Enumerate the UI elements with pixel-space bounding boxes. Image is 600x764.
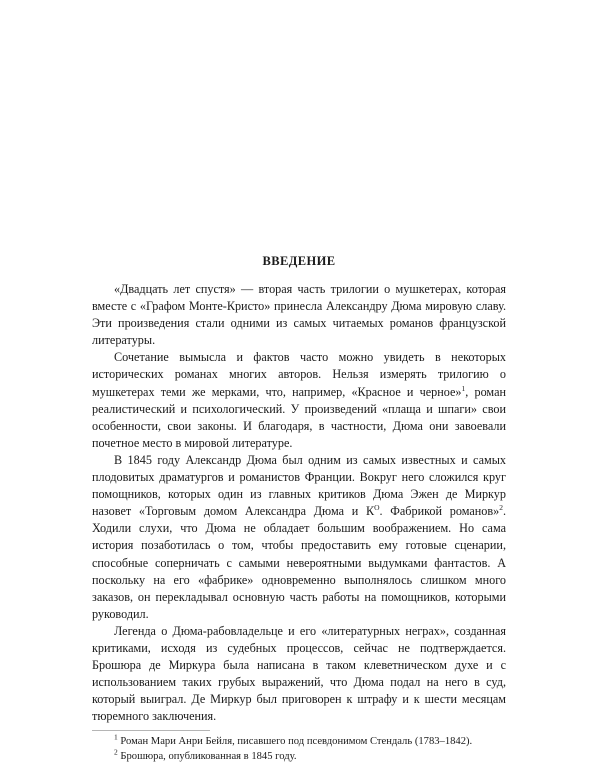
footnotes: [92, 734, 506, 764]
paragraph-1-text: «Двадцать лет спустя» — вторая часть трилогии о мушкетерах, которая вместе с «Графом Монте-Кристо» принесла Александру Дюма мировую славу. Эти произведения стали одними из самых читаемых романов французской литературы.: [92, 282, 506, 348]
chapter-heading: ВВЕДЕНИЕ: [262, 254, 336, 268]
footnote-ref-2[interactable]: 2: [499, 503, 503, 513]
paragraph-4: [92, 623, 506, 726]
paragraph-3-text-mid: . Фабрикой романов»: [379, 504, 500, 519]
footnote-ref-1[interactable]: 1: [461, 383, 466, 393]
footnote-2-text: Брошюра, опубликованная в 1845 году.: [120, 751, 297, 763]
footnote-1: [92, 734, 506, 749]
footnote-1-text: Роман Мари Анри Бейля, писавшего под псевдонимом Стендаль (1783–1842).: [120, 736, 473, 748]
superscript-o: О: [374, 503, 380, 513]
paragraph-4-text: Легенда о Дюма-рабовладельце и его «литературных неграх», созданная критиками, исходя из судебных процессов, сейчас не подтверждается. Брошюра де Миркура была написана в таком клеветническом духе и с использованием таких грубых выражений, что Дюма подал на него в суд, который выиграл. Де Миркур был приговорен к штрафу и к шести месяцам тюремного заключения.: [92, 623, 506, 724]
footnote-number-2: 2: [114, 747, 118, 757]
paragraph-2-text-start: Сочетание вымысла и фактов часто можно увидеть в некоторых исторических романах многих авторов. Нельзя измерять трилогию о мушкетерах теми же мерками, что, например, «Красное и черное»: [92, 350, 506, 399]
paragraph-2-text-end: , роман реалистический и психологический. У произведений «плаща и шпаги» свои особенности, свои законы. И благодаря, в частности, Дюма они завоевали почетное место в мировой литературе.: [92, 384, 506, 450]
paragraph-2: [92, 349, 506, 452]
paragraph-3: [92, 452, 506, 623]
footnote-2: [92, 749, 506, 764]
paragraph-3-text-start: В 1845 году Александр Дюма был одним из самых известных и самых плодовитых драматургов и романистов Франции. Вокруг него сложился круг помощников, которых один из главных критиков Дюма Эжен де Миркур назовет «Торговым домом Александра Дюма и К: [92, 452, 506, 519]
paragraph-3-text-end: . Ходили слухи, что Дюма не обладает большим воображением. Но сама история позаботилась о том, чтобы предоставить ему готовые сценарии, способные соперничать с самыми невероятными выдумками фантастов. А поскольку на его «фабрике» одновременно выполнялось слишком много заказов, он перекладывал основную часть работы на помощников, которыми руководил.: [92, 504, 507, 621]
page-body: [92, 254, 506, 764]
paragraph-1: [92, 281, 506, 349]
footnote-number-1: 1: [114, 732, 118, 742]
